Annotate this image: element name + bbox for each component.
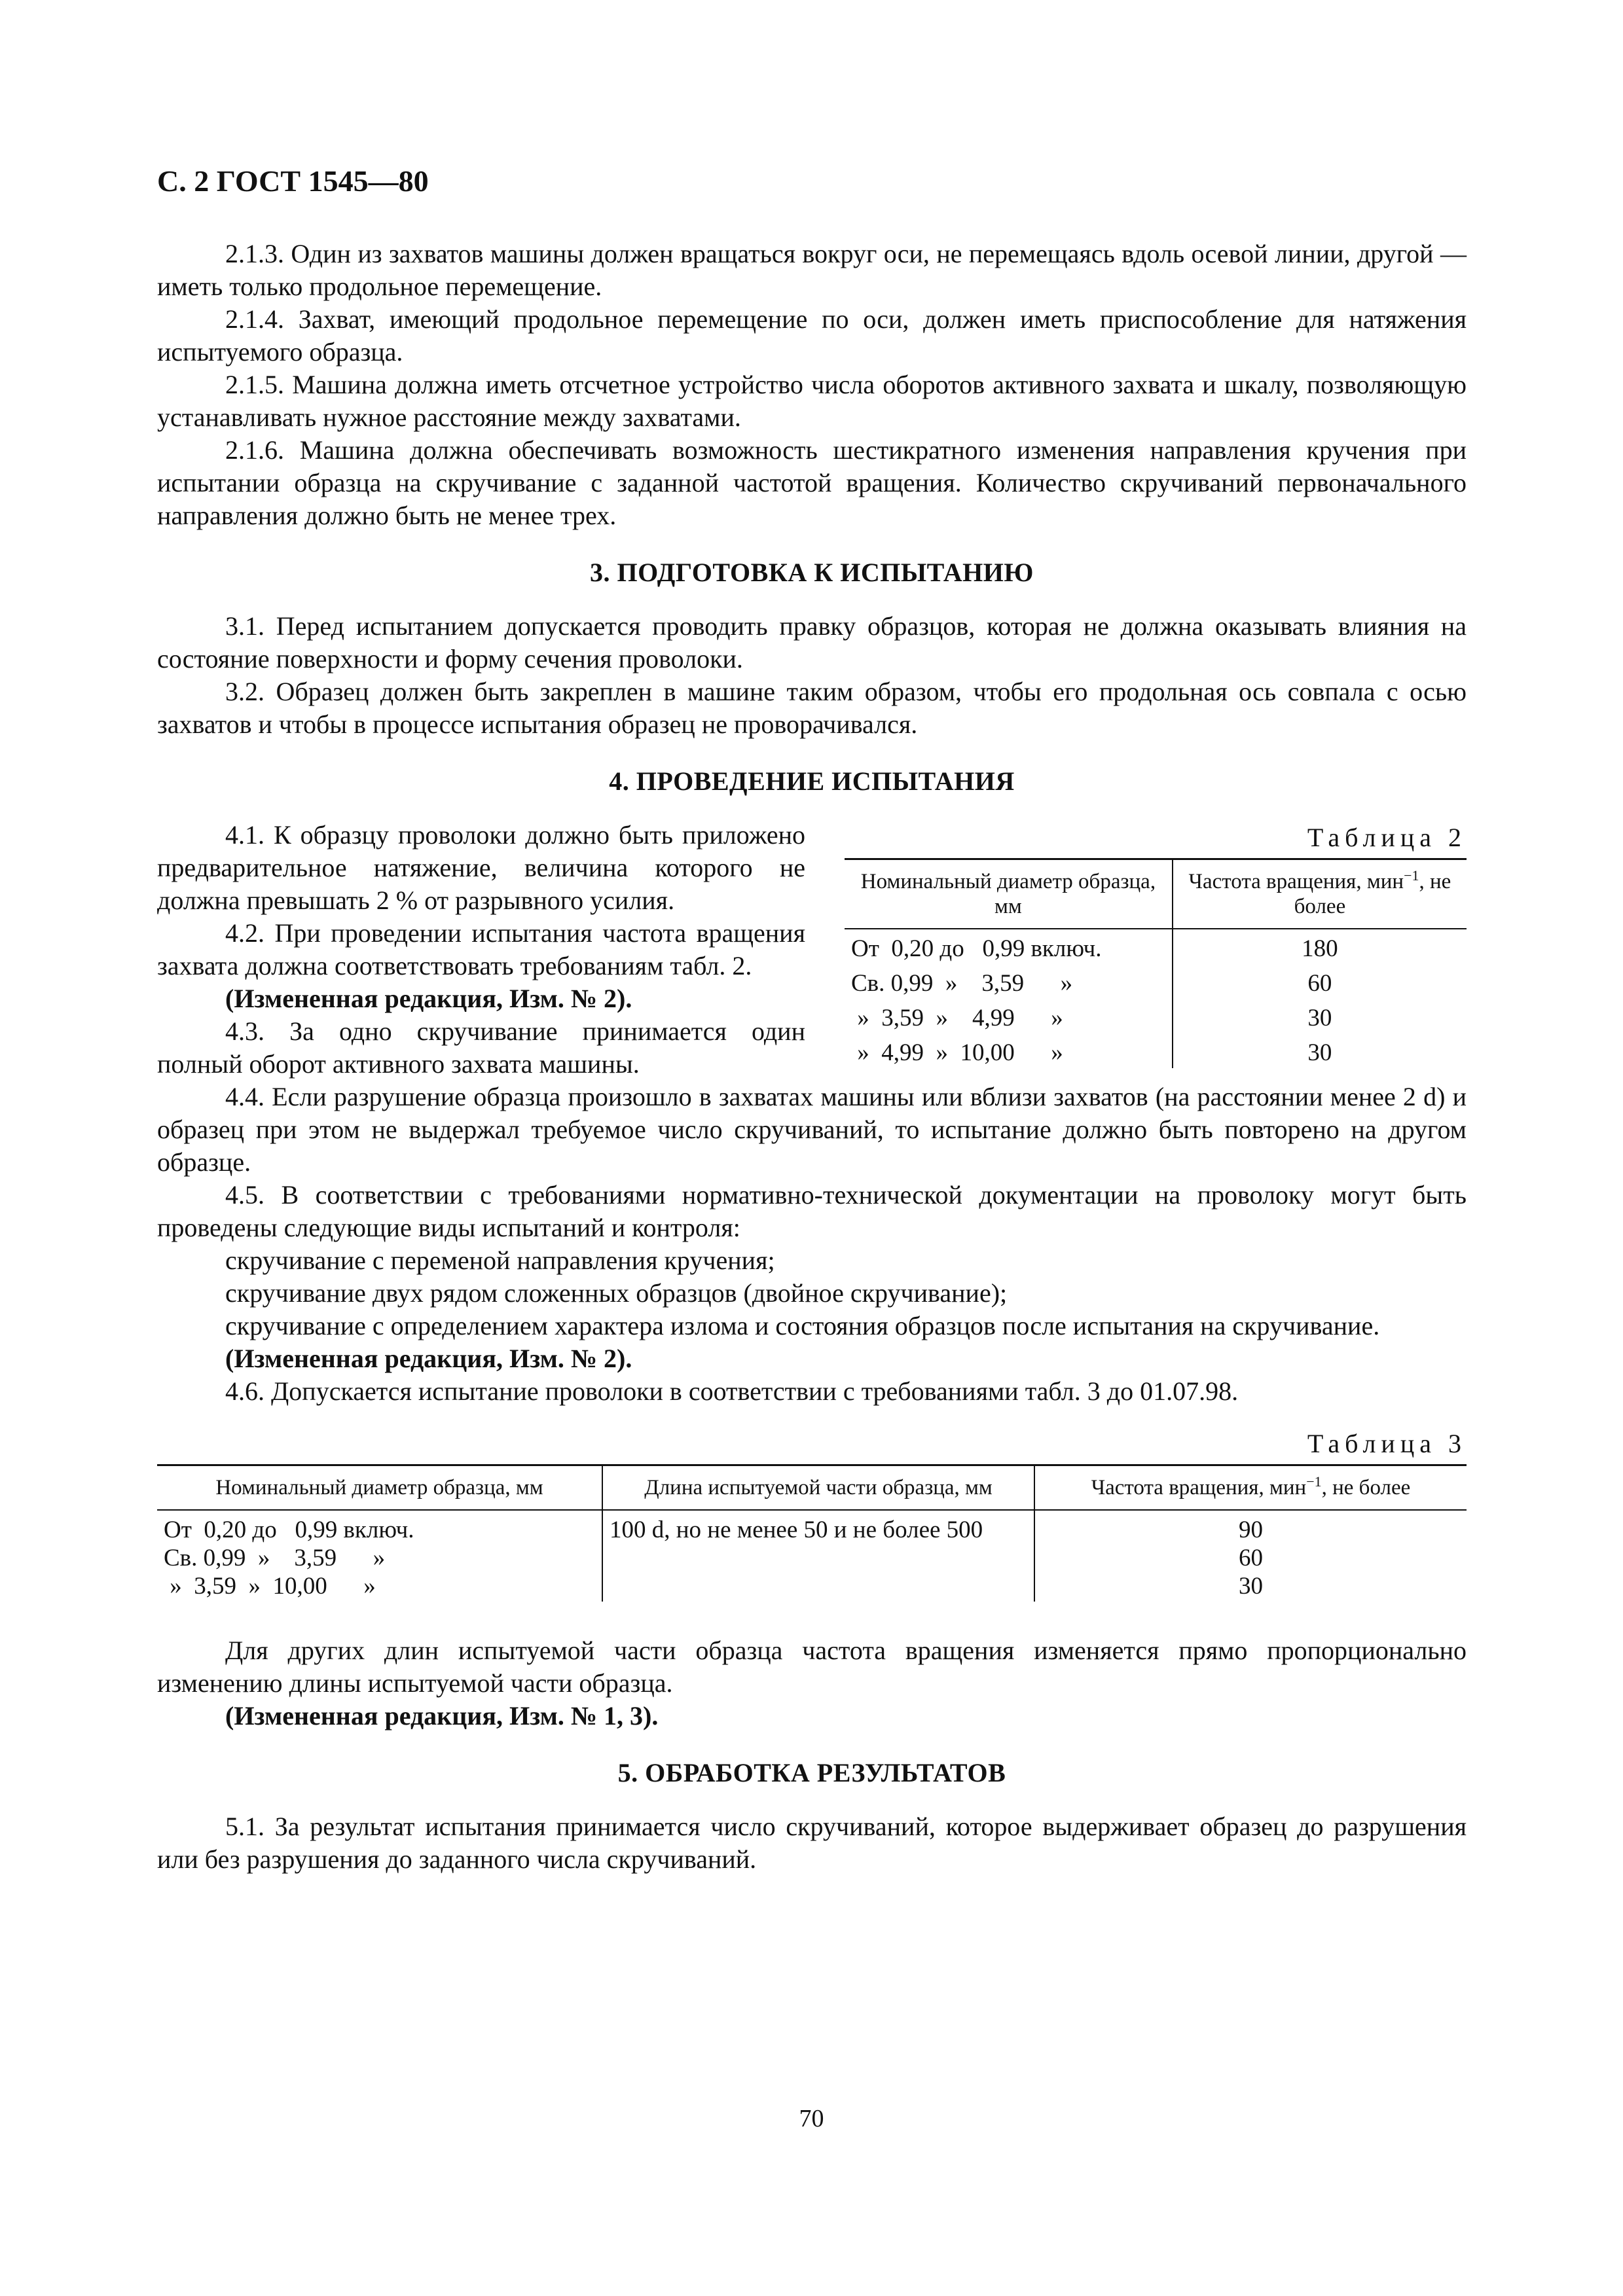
section-4-title: 4. ПРОВЕДЕНИЕ ИСПЫТАНИЯ — [609, 766, 1015, 796]
table-2-header-frequency-text: Частота вращения, мин — [1188, 870, 1404, 893]
change-note: (Измененная редакция, Изм. № 2). — [225, 984, 632, 1013]
table-3-header-frequency-sup: −1 — [1306, 1473, 1322, 1490]
table-3-frequency: 90 — [1239, 1516, 1263, 1543]
table-2-header-frequency — [1173, 859, 1467, 929]
change-note: (Измененная редакция, Изм. № 1, 3). — [225, 1701, 659, 1731]
clause-4-6: 4.6. Допускается испытание проволоки в соответствии с требованиями табл. 3 до 01.07.98. — [225, 1376, 1239, 1406]
list-item: скручивание с определением характера излома и состояния образцов после испытания на скручивание. — [225, 1311, 1380, 1340]
table-3-diameter: Св. 0,99 » 3,59 » — [164, 1545, 386, 1571]
table-3-grid — [157, 1464, 1467, 1602]
table-2-diameter: » 3,59 » 4,99 » — [845, 999, 1173, 1033]
table-2-caption: Таблица 2 — [1307, 823, 1467, 852]
table-3-diameter: » 3,59 » 10,00 » — [164, 1573, 376, 1600]
clause-4-3: 4.3. За одно скручивание принимается один полный оборот активного захвата машины. — [157, 1016, 805, 1079]
table-3 — [157, 1427, 1467, 1602]
table-row — [157, 1510, 1467, 1602]
table-3-header-length: Длина испытуемой части образца, мм — [602, 1465, 1034, 1511]
clause-5-1: 5.1. За результат испытания принимается число скручиваний, которое выдерживает образец до разрушения или без разрушения до заданного числа скручиваний. — [157, 1812, 1467, 1874]
clause-2-1-4: 2.1.4. Захват, имеющий продольное перемещение по оси, должен иметь приспособление для натяжения испытуемого образца. — [157, 304, 1467, 367]
table-3-diameter: От 0,20 до 0,99 включ. — [164, 1516, 414, 1543]
list-item: скручивание двух рядом сложенных образцов (двойное скручивание); — [225, 1278, 1008, 1308]
page-number: 70 — [799, 2105, 824, 2132]
table-2-frequency: 30 — [1307, 1005, 1332, 1031]
table-3-header-frequency-text: Частота вращения, мин — [1091, 1476, 1307, 1499]
table-3-header-frequency — [1034, 1465, 1467, 1511]
table-row — [845, 999, 1467, 1033]
section-5-title: 5. ОБРАБОТКА РЕЗУЛЬТАТОВ — [617, 1758, 1006, 1787]
table-2-header-frequency-tail: , не более — [1294, 870, 1451, 918]
table-2-header-diameter: Номинальный диаметр образца, мм — [845, 859, 1173, 929]
table-2-diameter: От 0,20 до 0,99 включ. — [845, 929, 1173, 964]
table-3-frequency: 60 — [1239, 1545, 1263, 1571]
clause-2-1-5: 2.1.5. Машина должна иметь отсчетное устройство числа оборотов активного захвата и шкалу, позволяющую устанавливать нужное расстояние между захватами. — [157, 370, 1467, 432]
table-3-header-diameter: Номинальный диаметр образца, мм — [157, 1465, 602, 1511]
table-2-diameter: » 4,99 » 10,00 » — [845, 1033, 1173, 1068]
table-3-header-frequency-tail: , не более — [1321, 1476, 1411, 1499]
table-2-grid — [845, 858, 1467, 1068]
clause-2-1-6: 2.1.6. Машина должна обеспечивать возможность шестикратного изменения направления кручения при испытании образца на скручивание с заданной частотой вращения. Количество скручиваний первоначального направления должно быть не менее трех. — [157, 435, 1467, 530]
table-2-frequency: 30 — [1307, 1039, 1332, 1066]
table-2-header-frequency-sup: −1 — [1404, 867, 1419, 884]
table-3-caption: Таблица 3 — [1307, 1429, 1467, 1458]
clause-4-block — [157, 819, 1467, 1179]
paragraph-after-table-3: Для других длин испытуемой части образца частота вращения изменяется прямо пропорционально изменению длины испытуемой части образца. — [157, 1636, 1467, 1698]
clause-3-1: 3.1. Перед испытанием допускается проводить правку образцов, которая не должна оказывать влияния на состояние поверхности и форму сечения проволоки. — [157, 611, 1467, 673]
page-header: С. 2 ГОСТ 1545—80 — [157, 164, 429, 198]
clause-4-2: 4.2. При проведении испытания частота вращения захвата должна соответствовать требованиям табл. 2. — [157, 918, 805, 980]
table-3-length: 100 d, но не менее 50 и не более 500 — [602, 1510, 1034, 1602]
document-page — [157, 164, 1467, 1876]
section-3-title: 3. ПОДГОТОВКА К ИСПЫТАНИЮ — [590, 558, 1034, 587]
table-3-diameters — [157, 1510, 602, 1602]
table-2-frequency: 180 — [1302, 935, 1338, 962]
clause-2-1-3: 2.1.3. Один из захватов машины должен вращаться вокруг оси, не перемещаясь вдоль осевой линии, другой — иметь только продольное перемещение. — [157, 239, 1467, 301]
list-item: скручивание с переменой направления кручения; — [225, 1246, 775, 1275]
table-row — [845, 1033, 1467, 1068]
table-row — [845, 964, 1467, 999]
table-2-frequency: 60 — [1307, 970, 1332, 997]
clause-4-5: 4.5. В соответствии с требованиями нормативно-технической документации на проволоку могут быть проведены следующие виды испытаний и контроля: — [157, 1180, 1467, 1242]
table-2-diameter: Св. 0,99 » 3,59 » — [845, 964, 1173, 999]
clause-4-1: 4.1. К образцу проволоки должно быть приложено предварительное натяжение, величина которого не должна превышать 2 % от разрывного усилия. — [157, 820, 805, 915]
clause-4-4: 4.4. Если разрушение образца произошло в захватах машины или вблизи захватов (на расстоянии менее 2 d) и образец при этом не выдержал требуемое число скручиваний, то испытание должно быть повторено на другом образце. — [157, 1082, 1467, 1177]
table-3-frequencies — [1034, 1510, 1467, 1602]
clause-3-2: 3.2. Образец должен быть закреплен в машине таким образом, чтобы его продольная ось совпала с осью захватов и чтобы в процессе испытания образец не проворачивался. — [157, 677, 1467, 739]
table-row — [845, 929, 1467, 964]
table-3-frequency: 30 — [1239, 1573, 1263, 1600]
change-note: (Измененная редакция, Изм. № 2). — [225, 1344, 632, 1373]
table-2 — [845, 821, 1467, 1068]
